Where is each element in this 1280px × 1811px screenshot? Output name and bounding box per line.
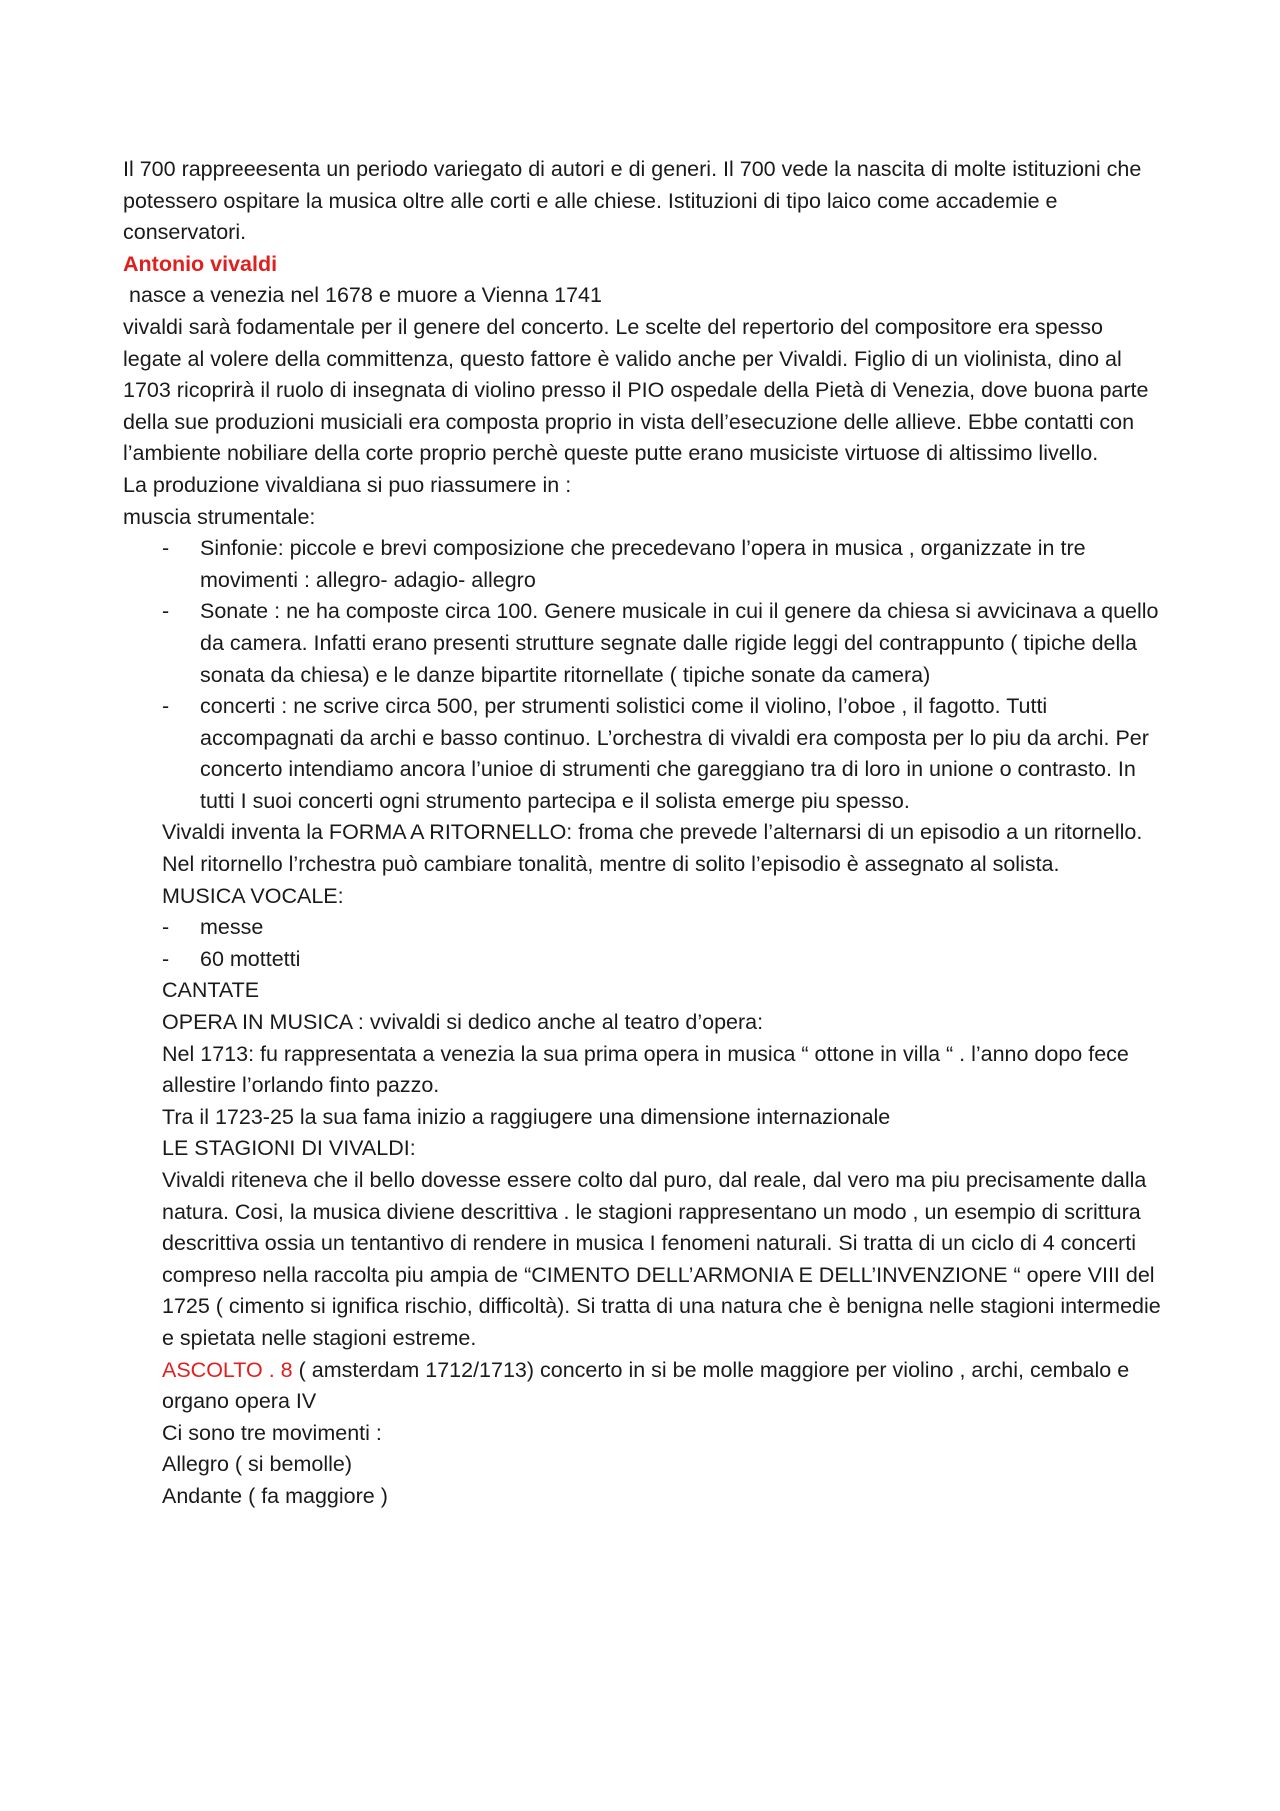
list-item-text: Sinfonie: piccole e brevi composizione che precedevano l’opera in musica , organizzate in tre movimenti : allegro- adagio- allegro — [200, 536, 1086, 592]
movement-line: Andante ( fa maggiore ) — [162, 1483, 388, 1508]
bullet-dash: - — [162, 915, 170, 940]
opera-1713-paragraph: Nel 1713: fu rappresentata a venezia la sua prima opera in musica “ ottone in villa “ . l’anno dopo fece allestire l’orlando finto pazzo. — [162, 1041, 1129, 1098]
instrumental-label: muscia strumentale: — [123, 504, 316, 529]
production-intro: La produzione vivaldiana si puo riassumere in : — [123, 472, 572, 497]
instrumental-list — [123, 533, 1163, 817]
bullet-dash: - — [162, 694, 170, 719]
bullet-dash: - — [162, 536, 170, 561]
vivaldi-heading: Antonio vivaldi — [123, 251, 278, 276]
bullet-dash: - — [162, 599, 170, 624]
list-item — [123, 533, 1163, 596]
ascolto-text: ( amsterdam 1712/1713) concerto in si be molle maggiore per violino , archi, cembalo e organo opera IV — [162, 1357, 1130, 1414]
opera-label: OPERA IN MUSICA : vvivaldi si dedico anche al teatro d’opera: — [162, 1010, 764, 1035]
list-item-text: Sonate : ne ha composte circa 100. Genere musicale in cui il genere da chiesa si avvicinava a quello da camera. Infatti erano presenti strutture segnate dalle rigide leggi del contrappunto ( tipiche della sonata da chiesa) e le danze bipartite ritornellate ( tipiche sonate da camera) — [200, 599, 1159, 687]
cantate-label: CANTATE — [162, 978, 260, 1003]
bullet-dash: - — [162, 946, 170, 971]
list-item-text: concerti : ne scrive circa 500, per strumenti solistici come il violino, l’oboe , il fagotto. Tutti accompagnati da archi e basso continuo. L’orchestra di vivaldi era composta per lo piu da archi. Per concerto intendiamo ancora l’unioe di strumenti che gareggiano tra di loro in unione o contrasto. In tutti I suoi concerti ogni strumento partecipa e il solista emerge piu spesso. — [200, 694, 1149, 813]
vocal-list — [123, 912, 1163, 975]
stagioni-paragraph: Vivaldi riteneva che il bello dovesse essere colto dal puro, dal reale, dal vero ma piu precisamente dalla natura. Cosi, la musica diviene descrittiva . le stagioni rappresentano un modo , un esempio di scrittura descrittiva ossia un tentantivo di rendere in musica I fenomeni naturali. Si tratta di un ciclo di 4 concerti compreso nella raccolta piu ampia de “CIMENTO DELL’ARMONIA E DELL’INVENZIONE “ opere VIII del 1725 ( cimento si ignifica rischio, difficoltà). Si tratta di una natura che è benigna nelle stagioni intermedie e spietata nelle stagioni estreme. — [162, 1168, 1161, 1350]
vocal-label: MUSICA VOCALE: — [162, 883, 344, 908]
list-item — [123, 944, 1163, 976]
stagioni-label: LE STAGIONI DI VIVALDI: — [162, 1136, 416, 1161]
ritornello-paragraph: Vivaldi inventa la FORMA A RITORNELLO: froma che prevede l’alternarsi di un episodio a un ritornello. Nel ritornello l’rchestra può cambiare tonalità, mentre di solito l’episodio è assegnato al solista. — [162, 820, 1143, 877]
ascolto-label: ASCOLTO . 8 — [162, 1357, 293, 1382]
movements-intro: Ci sono tre movimenti : — [162, 1420, 382, 1445]
list-item-text: messe — [200, 915, 264, 940]
intro-paragraph: Il 700 rappreeesenta un periodo variegato di autori e di generi. Il 700 vede la nascita di molte istituzioni che potessero ospitare la musica oltre alle corti e alle chiese. Istituzioni di tipo laico come accademie e conservatori. — [123, 157, 1142, 245]
list-item — [123, 912, 1163, 944]
movement-line: Allegro ( si bemolle) — [162, 1452, 352, 1477]
list-item — [123, 691, 1163, 817]
list-item-text: 60 mottetti — [200, 946, 301, 971]
opera-fame-line: Tra il 1723-25 la sua fama inizio a raggiugere una dimensione internazionale — [162, 1104, 891, 1129]
ascolto-paragraph — [123, 1355, 1163, 1418]
birth-line: nasce a venezia nel 1678 e muore a Vienna 1741 — [129, 283, 602, 308]
list-item — [123, 596, 1163, 691]
bio-paragraph: vivaldi sarà fodamentale per il genere del concerto. Le scelte del repertorio del compositore era spesso legate al volere della committenza, questo fattore è valido anche per Vivaldi. Figlio di un violinista, dino al 1703 ricoprirà il ruolo di insegnata di violino presso il PIO ospedale della Pietà di Venezia, dove buona parte della sue produzioni musiciali era composta proprio in vista dell’esecuzione delle allieve. Ebbe contatti con l’ambiente nobiliare della corte proprio perchè queste putte erano musiciste virtuose di altissimo livello. — [123, 314, 1149, 466]
document-body — [123, 154, 1163, 1513]
